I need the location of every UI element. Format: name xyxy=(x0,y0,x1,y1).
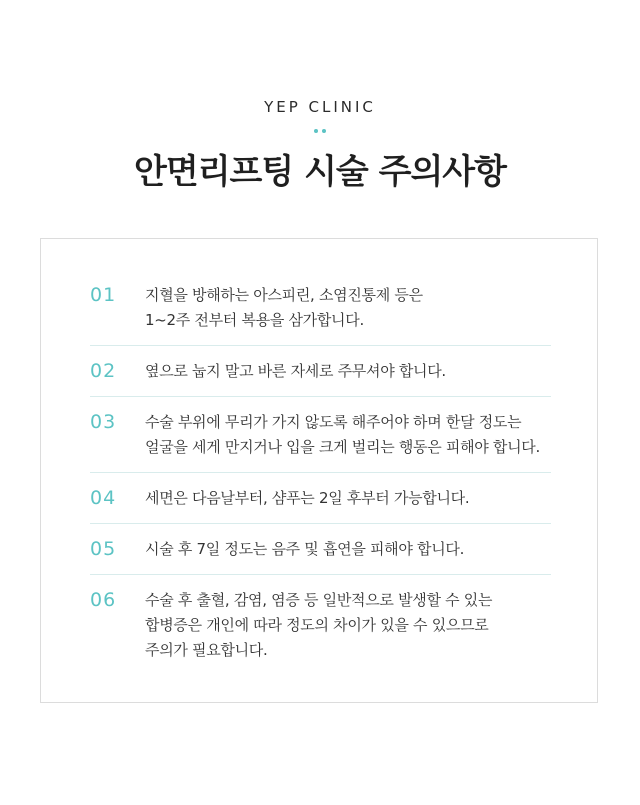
notice-line: 세면은 다음날부터, 샴푸는 2일 후부터 가능합니다. xyxy=(145,489,470,507)
notice-item xyxy=(90,524,551,575)
notice-line: 얼굴을 세게 만지거나 입을 크게 벌리는 행동은 피해야 합니다. xyxy=(145,438,540,456)
notice-line: 지혈을 방해하는 아스피린, 소염진통제 등은 xyxy=(145,286,423,304)
notice-text xyxy=(145,537,551,562)
notice-number: 06 xyxy=(90,589,117,611)
notice-text xyxy=(145,410,551,460)
notice-number: 04 xyxy=(90,487,117,509)
page-title: 안면리프팅 시술 주의사항 xyxy=(134,152,506,192)
notice-number: 05 xyxy=(90,538,117,560)
notice-number: 01 xyxy=(90,284,117,306)
dot-decoration xyxy=(322,129,326,133)
notice-number: 03 xyxy=(90,411,117,433)
notice-item xyxy=(90,575,551,675)
notice-text xyxy=(145,283,551,333)
notice-item xyxy=(90,397,551,473)
notice-item xyxy=(90,346,551,397)
notice-list xyxy=(90,271,551,675)
notice-line: 수술 부위에 무리가 가지 않도록 해주어야 하며 한달 정도는 xyxy=(145,413,522,431)
notice-text xyxy=(145,486,551,511)
title-dots xyxy=(0,129,640,133)
notice-line: 시술 후 7일 정도는 음주 및 흡연을 피해야 합니다. xyxy=(145,540,465,558)
notice-line: 옆으로 눕지 말고 바른 자세로 주무셔야 합니다. xyxy=(145,362,446,380)
notice-item xyxy=(90,271,551,346)
notice-line: 1~2주 전부터 복용을 삼가합니다. xyxy=(145,311,364,329)
brand-name: YEP CLINIC xyxy=(264,98,376,116)
notice-line: 합병증은 개인에 따라 정도의 차이가 있을 수 있으므로 xyxy=(145,616,489,634)
notice-text xyxy=(145,359,551,384)
notice-number: 02 xyxy=(90,360,117,382)
notice-line: 수술 후 출혈, 감염, 염증 등 일반적으로 발생할 수 있는 xyxy=(145,591,493,609)
notice-text xyxy=(145,588,551,663)
dot-decoration xyxy=(314,129,318,133)
notice-item xyxy=(90,473,551,524)
notice-line: 주의가 필요합니다. xyxy=(145,641,268,659)
